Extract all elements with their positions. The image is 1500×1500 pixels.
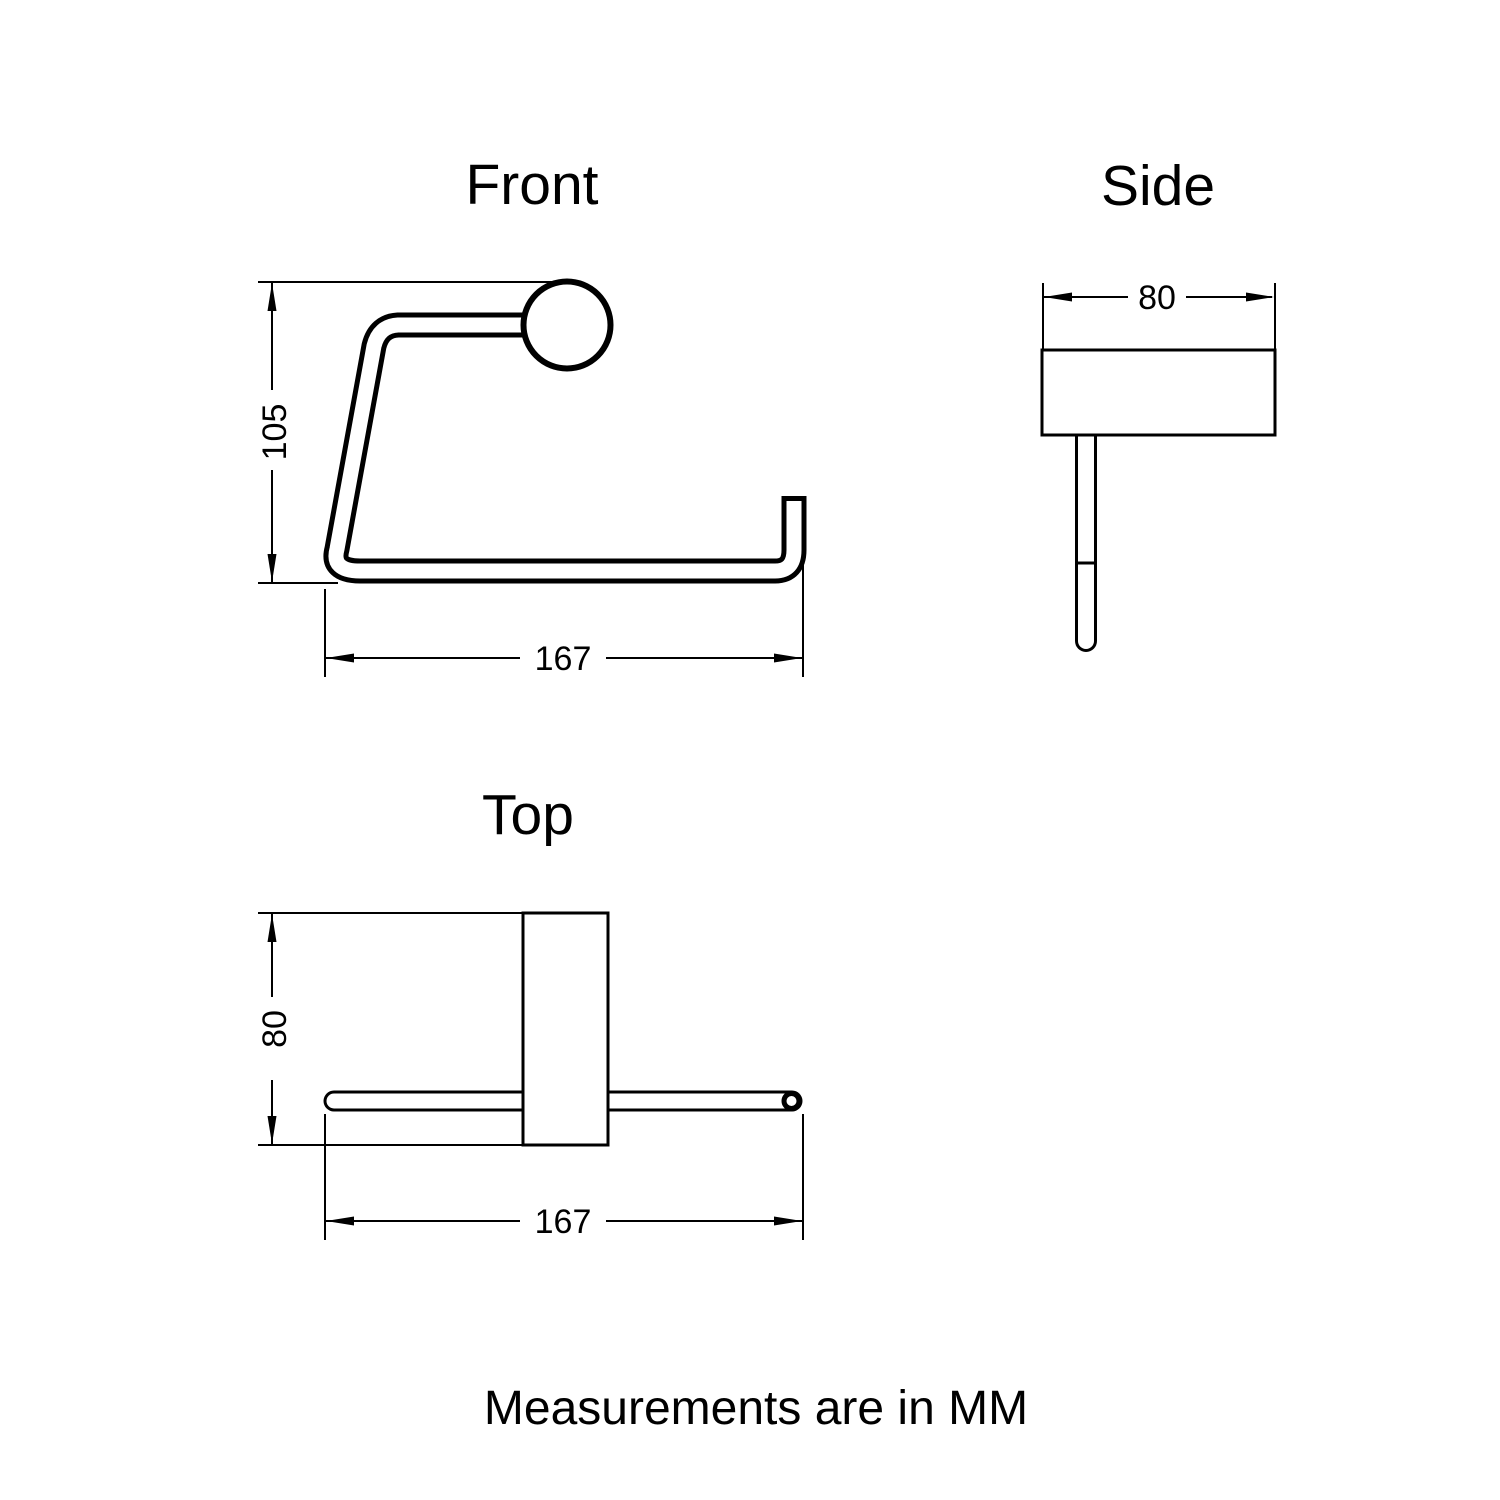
side-mount-plate bbox=[1042, 350, 1275, 435]
arrow-left-icon bbox=[326, 1217, 354, 1226]
front-view-title: Front bbox=[465, 153, 599, 217]
top-view-title: Top bbox=[482, 783, 574, 847]
arrow-right-icon bbox=[774, 1217, 802, 1226]
arrow-down-icon bbox=[268, 1116, 277, 1144]
arrow-up-icon bbox=[268, 283, 277, 311]
arrow-up-icon bbox=[268, 914, 277, 942]
front-view bbox=[256, 153, 803, 678]
measurements-note: Measurements are in MM bbox=[483, 1382, 1029, 1435]
arrow-down-icon bbox=[268, 554, 277, 582]
arrow-right-icon bbox=[1246, 293, 1274, 302]
side-depth-dimension bbox=[1043, 279, 1275, 349]
side-view-title: Side bbox=[1100, 154, 1216, 218]
top-rod-end-tip bbox=[784, 1094, 799, 1109]
front-height-dim-label: 105 bbox=[256, 403, 294, 461]
arrow-right-icon bbox=[774, 654, 802, 663]
side-rod bbox=[1076, 430, 1096, 641]
front-mount-ball bbox=[524, 282, 611, 369]
top-view bbox=[256, 783, 803, 1241]
top-width-dim-label: 167 bbox=[534, 1203, 592, 1241]
front-width-dimension bbox=[325, 508, 803, 678]
arrow-left-icon bbox=[1044, 293, 1072, 302]
front-width-dim-label: 167 bbox=[534, 640, 592, 678]
side-depth-dim-label: 80 bbox=[1138, 279, 1176, 317]
top-depth-dim-label: 80 bbox=[256, 1010, 294, 1048]
arrow-left-icon bbox=[326, 654, 354, 663]
top-mount-plate bbox=[523, 913, 608, 1145]
side-view bbox=[1042, 154, 1275, 641]
